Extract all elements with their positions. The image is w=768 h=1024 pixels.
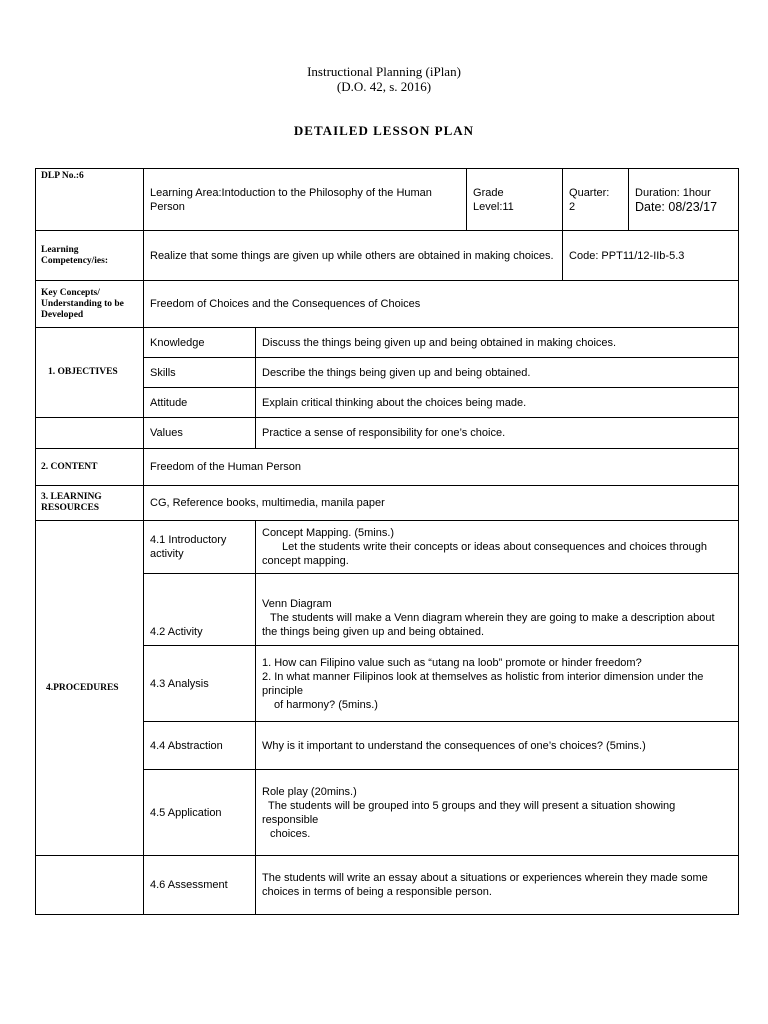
analysis-question-2-cont: of harmony? (5mins.) — [274, 698, 378, 711]
key-concepts-label: Key Concepts/ Understanding to be Developed — [36, 281, 144, 328]
lesson-date: Date: 08/23/17 — [635, 199, 718, 214]
procedure-title: Concept Mapping. (5mins.) — [262, 527, 395, 539]
competency-label: Learning Competency/ies: — [36, 231, 144, 281]
learning-area: Learning Area:Intoduction to the Philosophy of the Human — [150, 186, 432, 199]
objective-text: Explain critical thinking about the choices being made. — [256, 388, 739, 418]
dlp-number: DLP No.:6 — [36, 169, 144, 231]
content-label: 2. CONTENT — [36, 449, 144, 486]
procedures-empty-label — [36, 856, 144, 915]
procedure-name: 4.4 Abstraction — [144, 722, 256, 770]
learning-area-cont: Person — [150, 200, 185, 213]
objective-row — [36, 328, 739, 358]
analysis-question-2: 2. In what manner Filipinos look at themselves as holistic from interior dimension under the principle — [262, 670, 704, 697]
quarter-label: Quarter: — [569, 186, 610, 199]
duration-cell — [629, 169, 739, 231]
procedure-row — [36, 521, 739, 574]
objective-empty-label — [36, 418, 144, 449]
procedure-desc — [256, 521, 739, 574]
procedure-name: 4.3 Analysis — [144, 646, 256, 722]
document-header-line1: Instructional Planning (iPlan) — [307, 64, 461, 79]
procedure-name: 4.2 Activity — [144, 574, 256, 646]
procedure-desc: Why is it important to understand the consequences of one’s choices? (5mins.) — [256, 722, 739, 770]
objectives-label: 1. OBJECTIVES — [36, 328, 144, 418]
document-header-line2: (D.O. 42, s. 2016) — [336, 79, 432, 94]
procedure-body-cont: choices. — [270, 827, 311, 840]
resources-row — [36, 486, 739, 521]
procedure-title: Role play (20mins.) — [262, 785, 357, 798]
procedure-body: The students will make a Venn diagram wherein they are going to make a description about the things being given up and being obtained. — [262, 612, 715, 638]
content-text: Freedom of the Human Person — [144, 449, 739, 486]
procedure-body: The students will be grouped into 5 groups and they will present a situation showing responsible — [262, 799, 676, 826]
grade-cell — [467, 169, 563, 231]
key-concepts-row — [36, 281, 739, 328]
procedure-desc — [256, 646, 739, 722]
key-concepts-text: Freedom of Choices and the Consequences of Choices — [144, 281, 739, 328]
competency-text: Realize that some things are given up while others are obtained in making choices. — [144, 231, 563, 281]
objective-domain: Values — [144, 418, 256, 449]
procedure-body: Let the students write their concepts or ideas about consequences and choices through concept mapping. — [262, 541, 707, 567]
lesson-plan-table — [35, 168, 739, 915]
procedure-desc — [256, 770, 739, 856]
grade-label: Grade — [473, 186, 504, 199]
procedure-title: Venn Diagram — [262, 598, 332, 610]
objective-text: Describe the things being given up and being obtained. — [256, 358, 739, 388]
analysis-question-1: 1. How can Filipino value such as “utang na loob” promote or hinder freedom? — [262, 656, 642, 669]
competency-row — [36, 231, 739, 281]
header-row — [36, 169, 739, 231]
procedure-row — [36, 856, 739, 915]
procedure-name: 4.6 Assessment — [144, 856, 256, 915]
learning-area-cell — [144, 169, 467, 231]
procedure-name: 4.1 Introductory activity — [144, 521, 256, 574]
procedure-desc — [256, 574, 739, 646]
content-row — [36, 449, 739, 486]
document-title: DETAILED LESSON PLAN — [293, 123, 475, 138]
objective-text: Practice a sense of responsibility for one’s choice. — [256, 418, 739, 449]
objective-row — [36, 418, 739, 449]
objective-domain: Attitude — [144, 388, 256, 418]
procedure-name: 4.5 Application — [144, 770, 256, 856]
procedures-label: 4.PROCEDURES — [36, 521, 144, 856]
procedure-desc: The students will write an essay about a situations or experiences wherein they made some choices in terms of being a responsible person. — [256, 856, 739, 915]
duration: Duration: 1hour — [635, 186, 711, 199]
objective-domain: Knowledge — [144, 328, 256, 358]
grade-level: Level:11 — [473, 200, 514, 213]
resources-text: CG, Reference books, multimedia, manila paper — [144, 486, 739, 521]
competency-code: Code: PPT11/12-IIb-5.3 — [563, 231, 739, 281]
resources-label: 3. LEARNING RESOURCES — [36, 486, 144, 521]
objective-domain: Skills — [144, 358, 256, 388]
quarter-cell — [563, 169, 629, 231]
objective-text: Discuss the things being given up and being obtained in making choices. — [256, 328, 739, 358]
quarter-value: 2 — [569, 200, 576, 213]
